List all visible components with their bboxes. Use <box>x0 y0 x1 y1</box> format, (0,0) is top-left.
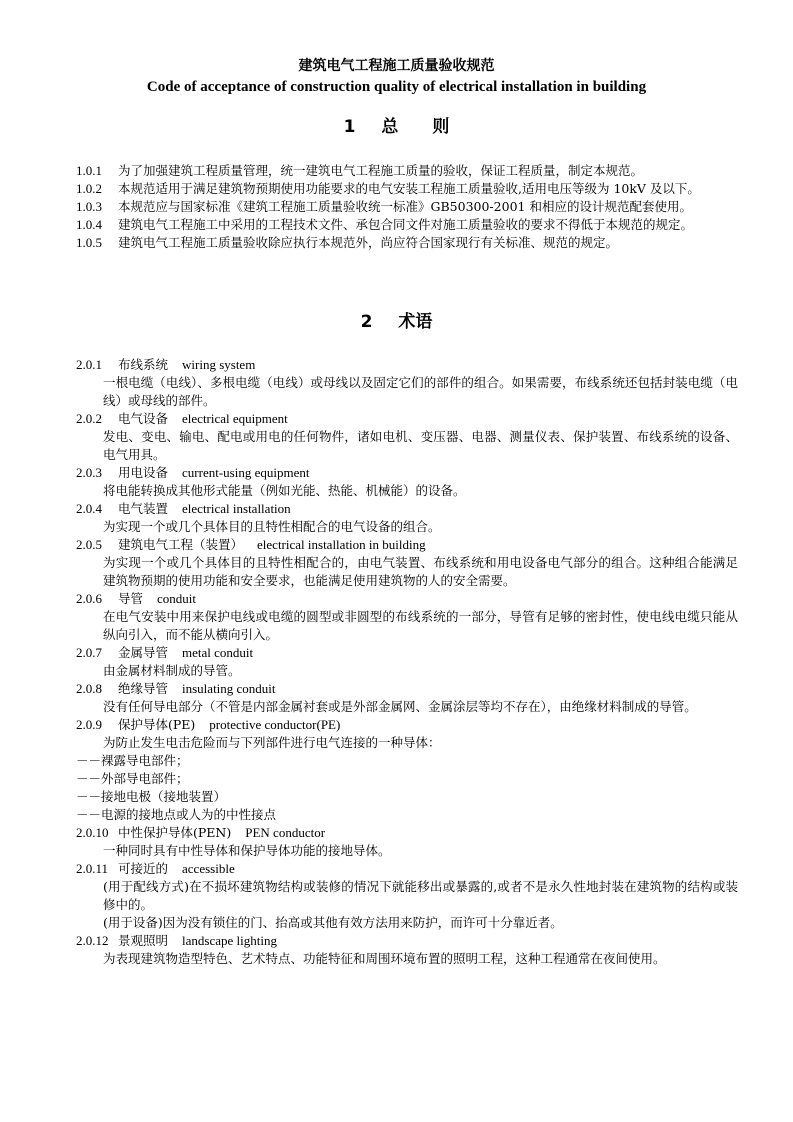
term-number: 2.0.12 <box>76 933 109 948</box>
clause <box>76 162 738 180</box>
chapter-number: 2 <box>360 312 373 332</box>
term-description: 由金属材料制成的导管。 <box>103 663 241 678</box>
term-heading <box>76 356 738 374</box>
term-number: 2.0.6 <box>76 591 102 606</box>
term-heading <box>76 680 738 698</box>
term-description: (用于配线方式)在不损坏建筑物结构或装修的情况下就能移出或暴露的,或者不是永久性地封装在建筑物的结构或装修中的。 <box>103 879 738 912</box>
term-number: 2.0.7 <box>76 645 102 660</box>
term-en: electrical installation <box>182 501 291 516</box>
term-en: PEN conductor <box>245 825 326 840</box>
term-heading <box>76 500 738 518</box>
clause-text: 建筑电气工程施工质量验收除应执行本规范外，尚应符合国家现行有关标准、规范的规定。 <box>118 235 619 250</box>
term-description: 发电、变电、输电、配电或用电的任何物件，诸如电机、变压器、电器、测量仪表、保护装置、布线系统的设备、电气用具。 <box>103 429 738 462</box>
term-description: 一种同时具有中性导体和保护导体功能的接地导体。 <box>103 843 391 858</box>
pe-list-item: －－接地电极（接地装置） <box>76 789 227 804</box>
term-heading <box>76 644 738 662</box>
term-cn: 金属导管 <box>118 645 169 660</box>
term-number: 2.0.8 <box>76 681 102 696</box>
term-cn: 绝缘导管 <box>118 681 169 696</box>
term-description: 没有任何导电部分（不管是内部金属衬套或是外部金属网、金属涂层等均不存在），由绝缘材料制成的导管。 <box>103 699 697 714</box>
term-en: wiring system <box>182 357 256 372</box>
term-number: 2.0.5 <box>76 537 102 552</box>
pe-list-item: －－电源的接地点或人为的中性接点 <box>76 807 277 822</box>
term-en: conduit <box>157 591 197 606</box>
term-heading <box>76 716 738 734</box>
clause-text: 本规范适用于满足建筑物预期使用功能要求的电气安装工程施工质量验收,适用电压等级为 10kV 及以下。 <box>118 181 700 196</box>
term-en: current-using equipment <box>182 465 310 480</box>
term-cn: 用电设备 <box>118 465 169 480</box>
term-cn: 建筑电气工程（装置） <box>118 537 244 552</box>
term-cn: 布线系统 <box>118 357 169 372</box>
term-cn: 导管 <box>118 591 144 606</box>
term-heading <box>76 410 738 428</box>
term-description: 一根电缆（电线）、多根电缆（电线）或母线以及固定它们的部件的组合。如果需要，布线系统还包括封装电缆（电线）或母线的部件。 <box>103 375 738 408</box>
term-description: 将电能转换成其他形式能量（例如光能、热能、机械能）的设备。 <box>103 483 466 498</box>
term-heading <box>76 590 738 608</box>
term-cn: 电气设备 <box>118 411 169 426</box>
term-en: accessible <box>182 861 235 876</box>
term-description: 为实现一个或几个具体目的且特性相配合的电气设备的组合。 <box>103 519 441 534</box>
term-cn: 景观照明 <box>118 933 169 948</box>
chapter-number: 1 <box>343 117 356 137</box>
clause-number: 1.0.5 <box>76 235 102 250</box>
term-en: insulating conduit <box>182 681 276 696</box>
term-description: 在电气安装中用来保护电线或电缆的圆型或非圆型的布线系统的一部分，导管有足够的密封性，使电线电缆只能从纵向引入，而不能从横向引入。 <box>103 609 738 642</box>
term-en: landscape lighting <box>182 933 277 948</box>
term-number: 2.0.1 <box>76 357 102 372</box>
term-number: 2.0.3 <box>76 465 102 480</box>
clause-number: 1.0.2 <box>76 181 102 196</box>
term-cn: 可接近的 <box>118 861 169 876</box>
clause-number: 1.0.4 <box>76 217 102 232</box>
term-heading <box>76 536 738 554</box>
term-number: 2.0.2 <box>76 411 102 426</box>
term-description-2: (用于设备)因为没有锁住的门、抬高或其他有效方法用来防护，而许可十分靠近者。 <box>103 915 563 930</box>
term-heading <box>76 464 738 482</box>
clause-number: 1.0.1 <box>76 163 102 178</box>
term-number: 2.0.10 <box>76 825 109 840</box>
pe-list-item: －－裸露导电部件； <box>76 753 189 768</box>
term-en: metal conduit <box>182 645 254 660</box>
term-cn: 中性保护导体(PEN) <box>118 825 232 840</box>
term-number: 2.0.9 <box>76 717 102 732</box>
term-heading <box>76 860 738 878</box>
clause <box>76 198 738 216</box>
clause-text: 建筑电气工程施工中采用的工程技术文件、承包合同文件对施工质量验收的要求不得低于本规范的规定。 <box>118 217 694 232</box>
clause-text: 本规范应与国家标准《建筑工程施工质量验收统一标准》GB50300-2001 和相应的设计规范配套使用。 <box>118 199 692 214</box>
pe-list-item: －－外部导电部件； <box>76 771 189 786</box>
chapter-1-heading <box>0 118 793 136</box>
clause <box>76 234 738 252</box>
term-cn: 保护导体(PE) <box>118 717 196 732</box>
term-description: 为防止发生电击危险而与下列部件进行电气连接的一种导体： <box>103 735 441 750</box>
term-heading <box>76 824 738 842</box>
term-heading <box>76 932 738 950</box>
term-en: protective conductor(PE) <box>209 717 341 732</box>
document-title-en: Code of acceptance of construction quality of electrical installation in building <box>146 79 647 95</box>
clause <box>76 180 738 198</box>
chapter-2-terms <box>76 356 738 968</box>
chapter-title: 术语 <box>398 312 433 332</box>
clause-number: 1.0.3 <box>76 199 102 214</box>
chapter-2-heading <box>0 313 793 331</box>
document-title-cn: 建筑电气工程施工质量验收规范 <box>298 58 495 74</box>
term-number: 2.0.4 <box>76 501 102 516</box>
term-number: 2.0.11 <box>76 861 109 876</box>
chapter-title: 总 则 <box>381 117 450 137</box>
term-en: electrical installation in building <box>257 537 426 552</box>
term-cn: 电气装置 <box>118 501 169 516</box>
clause-text: 为了加强建筑工程质量管理，统一建筑电气工程施工质量的验收，保证工程质量，制定本规范。 <box>118 163 644 178</box>
term-description: 为表现建筑物造型特色、艺术特点、功能特征和周围环境布置的照明工程，这种工程通常在夜间使用。 <box>103 951 666 966</box>
clause <box>76 216 738 234</box>
term-en: electrical equipment <box>182 411 288 426</box>
chapter-1-clauses <box>76 162 738 252</box>
term-description: 为实现一个或几个具体目的且特性相配合的，由电气装置、布线系统和用电设备电气部分的组合。这种组合能满足建筑物预期的使用功能和安全要求，也能满足使用建筑物的人的安全需要。 <box>103 555 738 588</box>
